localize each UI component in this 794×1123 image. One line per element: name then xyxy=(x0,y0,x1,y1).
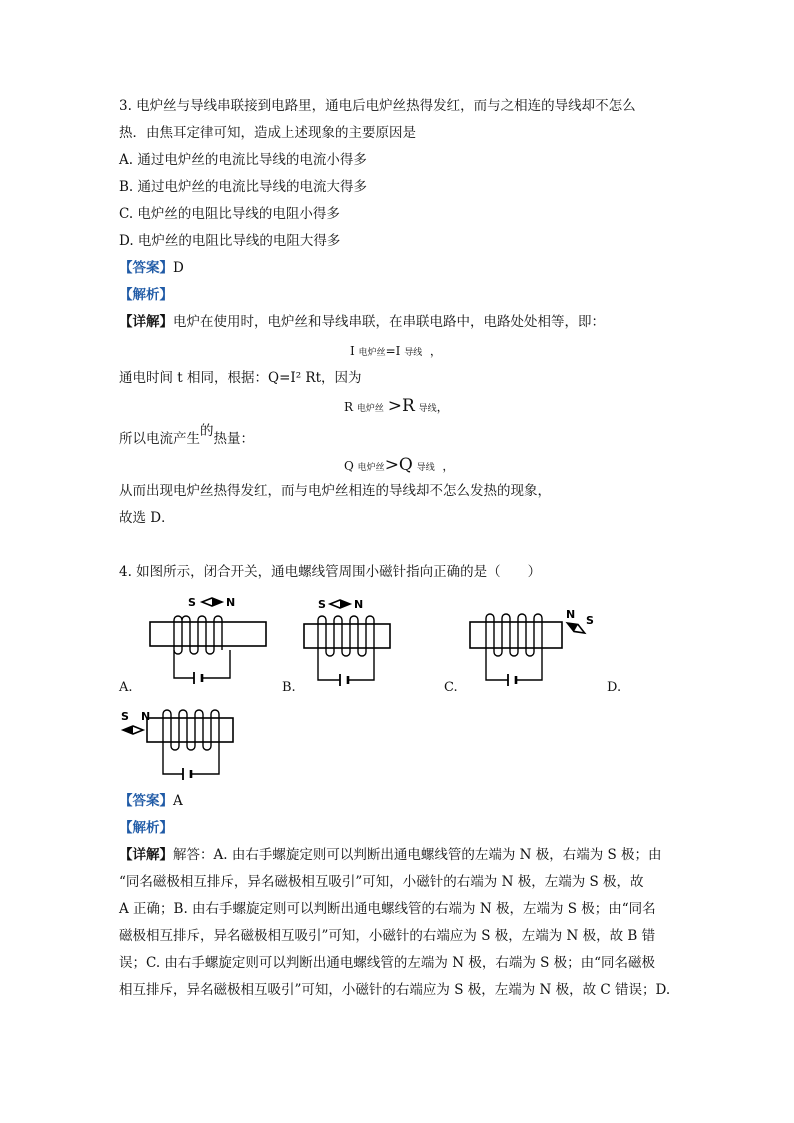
answer-tag: 【答案】 xyxy=(119,260,173,276)
eq1-b-sub: 导线 xyxy=(404,348,423,358)
line3-a: 所以电流产生 xyxy=(119,431,200,447)
q4-label-c: C. xyxy=(444,680,458,695)
eq3-b-sub: 导线 xyxy=(416,463,435,473)
q3-equation-1 xyxy=(350,342,442,359)
q3-option-b: B. 通过电炉丝的电流比导线的电流大得多 xyxy=(119,179,368,195)
figure-a-solenoid xyxy=(146,592,272,688)
q4-detail-line3: A 正确；B. 由右手螺旋定则可以判断出通电螺线管的右端为 N 极，左端为 S 极；由“同名 xyxy=(119,901,656,917)
q3-option-a: A. 通过电炉丝的电流比导线的电流小得多 xyxy=(119,152,367,168)
fig-a-needle-left: S xyxy=(188,596,196,609)
eq3-rel: >Q xyxy=(384,455,413,475)
q4-detail-line5: 误；C. 由右手螺旋定则可以判断出通电螺线管的左端为 N 极，右端为 S 极；由“同名磁极 xyxy=(119,955,656,971)
eq3-a: Q xyxy=(344,459,354,473)
q4-detail-line4: 磁极相互排斥，异名磁极相互吸引”可知，小磁针的右端应为 S 极，左端为 N 极，故 B 错 xyxy=(119,928,656,944)
eq3-a-sub: 电炉丝 xyxy=(357,463,385,473)
figure-b-solenoid xyxy=(300,594,396,688)
q3-line4: 从而出现电炉丝热得发红，而与电炉丝相连的导线却不怎么发热的现象， xyxy=(119,483,551,499)
eq2-b-sub: 导线 xyxy=(418,404,437,414)
eq1-end: ， xyxy=(429,344,442,358)
detail-tag: 【详解】 xyxy=(119,314,173,330)
q4-answer-line xyxy=(119,792,183,810)
eq1-rel: =I xyxy=(385,344,401,358)
q3-line3 xyxy=(119,423,254,448)
detail-text: 解答：A. 由右手螺旋定则可以判断出通电螺线管的左端为 N 极，右端为 S 极；由 xyxy=(173,847,662,863)
q4-detail-line6: 相互排斥，异名磁极相互吸引”可知，小磁针的右端应为 S 极，左端为 N 极，故 C 错误；D. xyxy=(119,982,671,998)
eq2-a-sub: 电炉丝 xyxy=(356,404,384,414)
figure-d-solenoid xyxy=(119,708,239,782)
q3-equation-3 xyxy=(344,455,454,475)
q3-stem-line1: 3. 电炉丝与导线串联接到电路里，通电后电炉丝热得发红，而与之相连的导线却不怎么 xyxy=(119,98,636,114)
fig-b-needle-left: S xyxy=(318,598,326,611)
q3-equation-2 xyxy=(344,396,449,416)
fig-d-needle-right: N xyxy=(141,710,151,723)
q4-analysis-tag: 【解析】 xyxy=(119,820,173,836)
q3-option-c: C. 电炉丝的电阻比导线的电阻小得多 xyxy=(119,206,340,222)
eq2-a: R xyxy=(344,400,354,414)
q4-label-b: B. xyxy=(282,680,296,695)
q4-label-a: A. xyxy=(119,680,133,695)
detail-tag: 【详解】 xyxy=(119,847,173,863)
q4-detail-line2: “同名磁极相互排斥，异名磁极相互吸引”可知，小磁针的右端为 N 极，左端为 S 极，故 xyxy=(119,874,644,890)
q4-label-d: D. xyxy=(607,680,622,695)
fig-c-needle-bottom: S xyxy=(586,614,594,627)
fig-d-needle-left: S xyxy=(121,710,129,723)
line3-b: 的 xyxy=(200,423,214,439)
q3-option-d: D. 电炉丝的电阻比导线的电阻大得多 xyxy=(119,233,341,249)
eq2-rel: >R xyxy=(387,396,415,416)
answer-value: A xyxy=(173,793,183,809)
q3-line2: 通电时间 t 相同，根据：Q=I² Rt，因为 xyxy=(119,370,362,386)
fig-b-needle-right: N xyxy=(354,598,364,611)
line3-c: 热量： xyxy=(213,431,254,447)
eq1-a-sub: 电炉丝 xyxy=(358,348,386,358)
detail-text: 电炉在使用时，电炉丝和导线串联，在串联电路中，电路处处相等，即： xyxy=(173,314,605,330)
eq1-a: I xyxy=(350,344,355,358)
q3-stem-line2: 热．由焦耳定律可知，造成上述现象的主要原因是 xyxy=(119,125,416,141)
q3-line5: 故选 D． xyxy=(119,510,175,526)
figure-c-solenoid xyxy=(466,602,602,688)
q4-stem: 4. 如图所示，闭合开关，通电螺线管周围小磁针指向正确的是（ ） xyxy=(119,564,542,580)
q3-answer-line xyxy=(119,259,184,277)
q3-analysis-tag: 【解析】 xyxy=(119,287,173,303)
fig-c-needle-icon xyxy=(565,620,586,637)
eq2-end: ， xyxy=(436,400,449,414)
fig-c-needle-top: N xyxy=(566,608,576,621)
fig-a-needle-right: N xyxy=(226,596,236,609)
q4-detail-line1 xyxy=(119,846,662,864)
eq3-end: ， xyxy=(442,459,455,473)
answer-value: D xyxy=(173,260,184,276)
answer-tag: 【答案】 xyxy=(119,793,173,809)
q3-detail-line1 xyxy=(119,313,605,331)
